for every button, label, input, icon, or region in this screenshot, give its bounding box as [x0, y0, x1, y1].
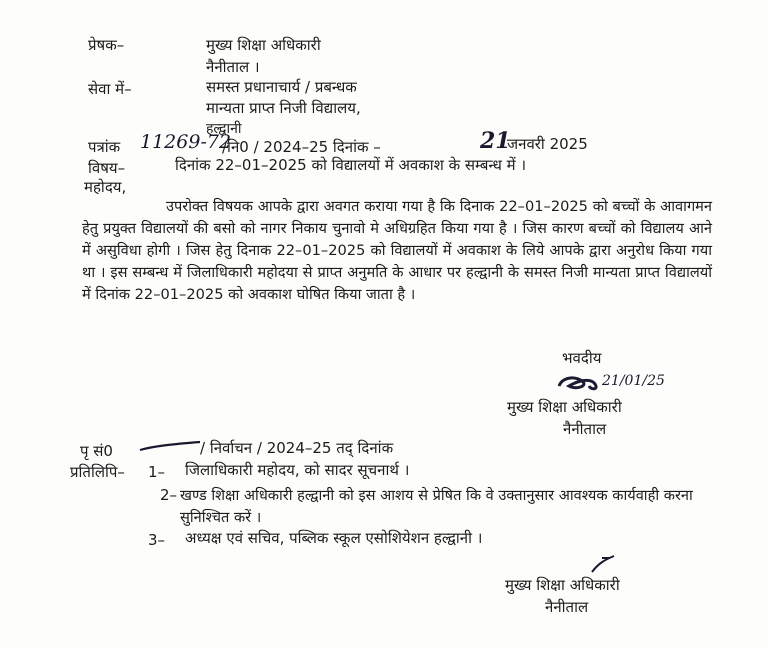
recipient-label: सेवा में– [88, 80, 132, 98]
subject-label: विषय– [88, 159, 126, 177]
closing-place: नैनीताल [563, 420, 607, 438]
recipient-line1: समस्त प्रधानाचार्य / प्रबन्धक [206, 78, 357, 96]
copy-item-1-num: 1– [148, 463, 166, 481]
reference-day-handwritten: 21 [480, 128, 511, 154]
signature-date: 21/01/25 [602, 373, 665, 389]
body-paragraph: उपरोक्त विषयक आपके द्वारा अवगत कराया गया है कि दिनाक 22–01–2025 को बच्चों के आवागमन हेतु प्रयुक्त विद्यालयों की बसो को नागर निकाय चुनावो मे अधिग्रहित किया गया है । जिस कारण बच्चों को विद्यालय आने में असुविधा होगी । जिस हेतु दिनाक 22–01–2025 को विद्यालयों में अवकाश के लिये आपके द्वारा अनुरोध किया गया था । इस सम्बन्ध में जिलाधिकारी महोदया से प्राप्त अनुमति के आधार पर हल्द्वानी के समस्त निजी मान्यता प्राप्त विद्यालयों में दिनांक 22–01–2025 को अवकाश घोषित किया जाता है । [82, 198, 712, 303]
reference-month-year: जनवरी 2025 [507, 135, 588, 153]
copy-label: प्रतिलिपि– [70, 463, 125, 481]
reference-label: पत्रांक [88, 138, 121, 156]
reference-number-handwritten: 11269-72 [140, 131, 232, 153]
salutation: महोदय, [84, 178, 127, 196]
reference-suffix: /नि0 / 2024–25 दिनांक – [222, 138, 381, 156]
copy-item-1-text: जिलाधिकारी महोदय, को सादर सूचनार्थ । [185, 461, 410, 479]
copy-item-2-text: खण्ड शिक्षा अधिकारी हल्द्वानी को इस आशय से प्रेषित कि वे उक्तानुसार आवश्यक कार्यवाही करना सुनिश्चित करें । [180, 487, 693, 526]
closing2-place: नैनीताल [545, 598, 589, 616]
closing2-title: मुख्य शिक्षा अधिकारी [505, 576, 620, 594]
closing-title: मुख्य शिक्षा अधिकारी [507, 398, 622, 416]
recipient-line2: मान्यता प्राप्त निजी विद्यालय, [206, 99, 361, 117]
copy-item-3-text: अध्यक्ष एवं सचिव, पब्लिक स्कूल एसोशियेशन हल्द्वानी । [185, 529, 483, 547]
endorsement-number-stroke [138, 440, 202, 454]
subject-text: दिनांक 22–01–2025 को विद्यालयों में अवकाश के सम्बन्ध में । [175, 156, 527, 174]
recipient-line3: हल्द्वानी [206, 121, 242, 137]
copy-item-3-num: 3– [148, 531, 166, 549]
sender-name: मुख्य शिक्षा अधिकारी [206, 36, 321, 54]
second-signature-mark [588, 554, 618, 574]
sender-place: नैनीताल । [206, 58, 260, 76]
copy-item-2-num: 2– [160, 486, 178, 504]
endorsement-label: पृ सं0 [80, 442, 113, 460]
endorsement-suffix: / निर्वाचन / 2024–25 तद् दिनांक [200, 439, 394, 457]
sender-label: प्रेषक– [88, 36, 125, 54]
closing-yours: भवदीय [562, 349, 602, 367]
